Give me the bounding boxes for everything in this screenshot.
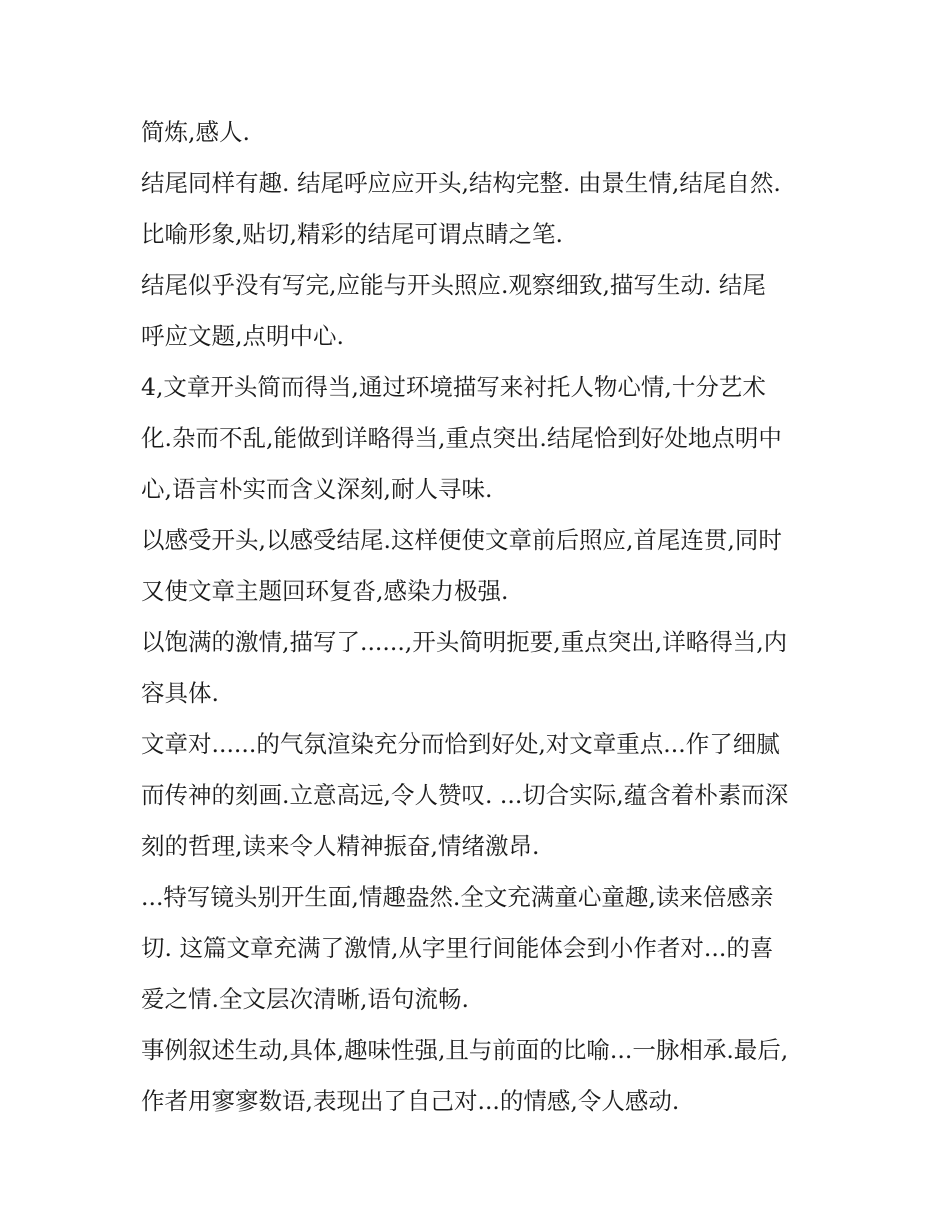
text-line: 心,语言朴实而含义深刻,耐人寻味. (141, 475, 493, 503)
text-line: 以感受开头,以感受结尾.这样便使文章前后照应,首尾连贯,同时 (141, 526, 782, 554)
text-line: 比喻形象,贴切,精彩的结尾可谓点睛之笔. (141, 220, 563, 248)
text-line: 事例叙述生动,具体,趣味性强,且与前面的比喻...一脉相承.最后, (141, 1036, 789, 1064)
text-line: 化.杂而不乱,能做到详略得当,重点突出.结尾恰到好处地点明中 (141, 424, 782, 452)
text-line: 刻的哲理,读来令人精神振奋,情绪激昂. (141, 832, 540, 860)
document-body (141, 107, 820, 1127)
text-line: 又使文章主题回环复沓,感染力极强. (141, 577, 509, 605)
text-line: 爱之情.全文层次清晰,语句流畅. (141, 985, 469, 1013)
text-line: 呼应文题,点明中心. (141, 322, 344, 350)
text-line: 4,文章开头简而得当,通过环境描写来衬托人物心情,十分艺术 (141, 373, 766, 401)
text-line: 而传神的刻画.立意高远,令人赞叹. ...切合实际,蕴含着朴素而深 (141, 781, 789, 809)
text-line: 切. 这篇文章充满了激情,从字里行间能体会到小作者对...的喜 (141, 934, 774, 962)
text-line: 结尾同样有趣. 结尾呼应应开头,结构完整. 由景生情,结尾自然. (141, 169, 781, 197)
text-line: 以饱满的激情,描写了......,开头简明扼要,重点突出,详略得当,内 (141, 628, 788, 656)
text-line: 容具体. (141, 679, 219, 707)
text-line: 结尾似乎没有写完,应能与开头照应.观察细致,描写生动. 结尾 (141, 271, 766, 299)
text-line: 文章对......的气氛渲染充分而恰到好处,对文章重点...作了细腻 (141, 730, 780, 758)
text-line: 作者用寥寥数语,表现出了自己对...的情感,令人感动. (141, 1087, 680, 1115)
text-line: ...特写镜头别开生面,情趣盎然.全文充满童心童趣,读来倍感亲 (141, 883, 774, 911)
text-line: 简炼,感人. (141, 118, 250, 146)
